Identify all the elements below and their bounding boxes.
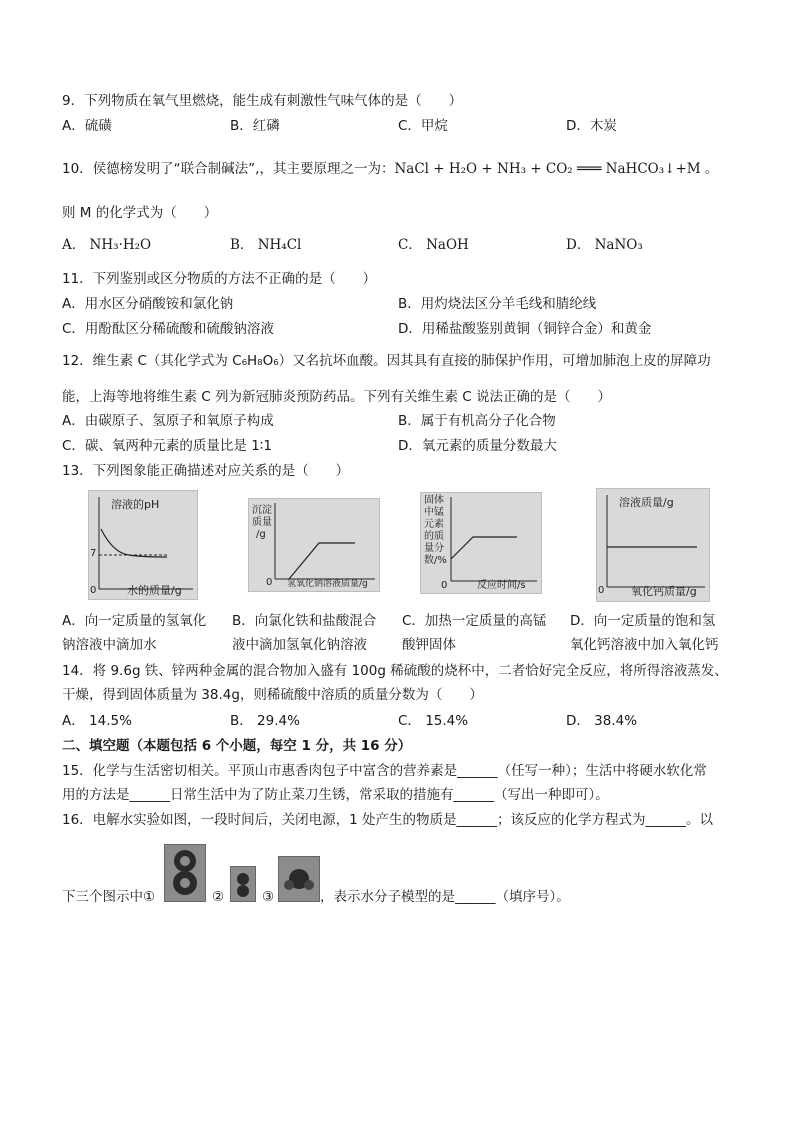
molecule-model-1-icon	[165, 845, 205, 901]
chart-a-origin: 0	[90, 585, 97, 596]
molecule-model-2-icon	[231, 867, 255, 901]
q12-option-c: C．碳、氧两种元素的质量比是 1∶1	[62, 438, 272, 454]
chart-d	[596, 488, 710, 602]
q14-option-a: A． 14.5%	[62, 713, 132, 729]
q16-mark-3: ③	[262, 889, 275, 905]
molecule-model-3-icon	[279, 857, 319, 901]
q11-stem: 11．下列鉴别或区分物质的方法不正确的是（ ）	[62, 271, 377, 287]
q12-option-b: B．属于有机高分子化合物	[398, 413, 556, 429]
q14-option-b: B． 29.4%	[230, 713, 300, 729]
q16-suffix: ，表示水分子模型的是______（填序号）。	[320, 889, 570, 905]
chart-b-ylabel-1: 沉淀	[252, 505, 272, 516]
q9-stem: 9．下列物质在氧气里燃烧，能生成有刺激性气味气体的是（ ）	[62, 93, 463, 109]
chart-d-xlabel: 氧化钙质量/g	[631, 585, 697, 598]
q11-option-c: C．用酚酞区分稀硫酸和硫酸钠溶液	[62, 321, 274, 337]
q14-option-d: D． 38.4%	[566, 713, 638, 729]
q12-option-d: D．氧元素的质量分数最大	[398, 438, 557, 454]
q16-mark-2: ②	[212, 889, 225, 905]
q11-option-b: B．用灼烧法区分羊毛线和腈纶线	[398, 296, 597, 312]
chart-b-ylabel-2: 质量	[252, 517, 272, 528]
molecule-model-2-image	[230, 866, 256, 902]
q13-caption-b-2: 液中滴加氢氧化钠溶液	[232, 637, 367, 653]
q12-line2: 能，上海等地将维生素 C 列为新冠肺炎预防药品。下列有关维生素 C 说法正确的是（ ）	[62, 389, 612, 405]
chart-c-ylabel-2: 中锰	[424, 507, 444, 518]
q12-line1: 12．维生素 C（其化学式为 C₆H₈O₆）又名抗坏血酸。因其具有直接的肺保护作用，可增加肺泡上皮的屏障功	[62, 353, 711, 369]
molecule-model-1-image	[164, 844, 206, 902]
q9-option-d: D．木炭	[566, 118, 617, 134]
section2-title: 二、填空题（本题包括 6 个小题，每空 1 分，共 16 分）	[62, 738, 412, 754]
q10-option-b: B． NH₄Cl	[230, 237, 302, 253]
chart-d-ylabel: 溶液质量/g	[619, 496, 674, 509]
q13-caption-d-1: D．向一定质量的饱和氢	[570, 613, 716, 629]
q15-line1: 15．化学与生活密切相关。平顶山市惠香肉包子中富含的营养素是______（任写一种）；生活中将硬水软化常	[62, 763, 707, 779]
chart-a-tick: 7	[90, 548, 97, 559]
chart-c-ylabel-3: 元素	[424, 519, 444, 530]
chart-c-origin: 0	[441, 580, 448, 591]
q10-line2: 则 M 的化学式为（ ）	[62, 205, 218, 221]
q14-line2: 干燥，得到固体质量为 38.4g，则稀硫酸中溶质的质量分数为（ ）	[62, 687, 483, 703]
q13-caption-c-1: C．加热一定质量的高锰	[402, 613, 547, 629]
chart-c-ylabel-6: 数/%	[424, 555, 447, 566]
chart-a-curve	[101, 529, 167, 557]
q13-caption-d-2: 氧化钙溶液中加入氧化钙	[570, 637, 719, 653]
q13-caption-a-1: A．向一定质量的氢氧化	[62, 613, 207, 629]
chart-b-line	[289, 543, 355, 579]
chart-c-ylabel-5: 量分	[424, 543, 444, 554]
q11-option-d: D．用稀盐酸鉴别黄铜（铜锌合金）和黄金	[398, 321, 652, 337]
chart-c	[420, 492, 542, 594]
chart-b-ylabel-3: /g	[256, 529, 266, 540]
chart-c-line	[451, 537, 517, 559]
q10-stem-prefix: 10．侯德榜发明了“联合制碱法”,，其主要原理之一为：	[62, 161, 395, 177]
molecule-model-3-image	[278, 856, 320, 902]
q10-option-c: C． NaOH	[398, 237, 469, 253]
q16-line1: 16．电解水实验如图，一段时间后，关闭电源，1 处产生的物质是______；该反应的化学方程式为______。以	[62, 812, 714, 828]
chart-c-ylabel-1: 固体	[424, 495, 444, 506]
chart-b-origin: 0	[266, 577, 273, 588]
q16-prefix: 下三个图示中①	[62, 889, 156, 905]
q13-caption-c-2: 酸钾固体	[402, 637, 456, 653]
q12-option-a: A．由碳原子、氢原子和氧原子构成	[62, 413, 274, 429]
q10-equation: NaCl + H₂O + NH₃ + CO₂ ═══ NaHCO₃↓+M 。	[394, 161, 719, 177]
q14-option-c: C． 15.4%	[398, 713, 469, 729]
q13-caption-a-2: 钠溶液中滴加水	[62, 637, 157, 653]
q9-option-b: B．红磷	[230, 118, 280, 134]
chart-a	[88, 490, 198, 600]
chart-b-xlabel: 氢氧化钠溶液质量/g	[287, 579, 368, 589]
q10-option-a: A． NH₃·H₂O	[62, 237, 152, 253]
chart-b	[248, 498, 380, 592]
q13-stem: 13．下列图象能正确描述对应关系的是（ ）	[62, 463, 350, 479]
q9-option-a: A．硫磺	[62, 118, 112, 134]
q13-caption-b-1: B．向氯化铁和盐酸混合	[232, 613, 377, 629]
chart-c-xlabel: 反应时间/s	[477, 580, 526, 591]
q15-line2: 用的方法是______日常生活中为了防止菜刀生锈，常采取的措施有______（写出一种即可）。	[62, 787, 609, 803]
q9-option-c: C．甲烷	[398, 118, 448, 134]
chart-d-origin: 0	[598, 585, 605, 596]
chart-a-xlabel: 水的质量/g	[127, 584, 182, 597]
chart-a-ylabel: 溶液的pH	[111, 498, 160, 511]
chart-c-ylabel-4: 的质	[424, 531, 444, 542]
q10-stem	[62, 160, 718, 178]
q11-option-a: A．用水区分硝酸铵和氯化钠	[62, 296, 234, 312]
q10-option-d: D． NaNO₃	[566, 237, 643, 253]
q14-line1: 14．将 9.6g 铁、锌两种金属的混合物加入盛有 100g 稀硫酸的烧杯中，二者恰好完全反应，将所得溶液蒸发、	[62, 663, 728, 679]
